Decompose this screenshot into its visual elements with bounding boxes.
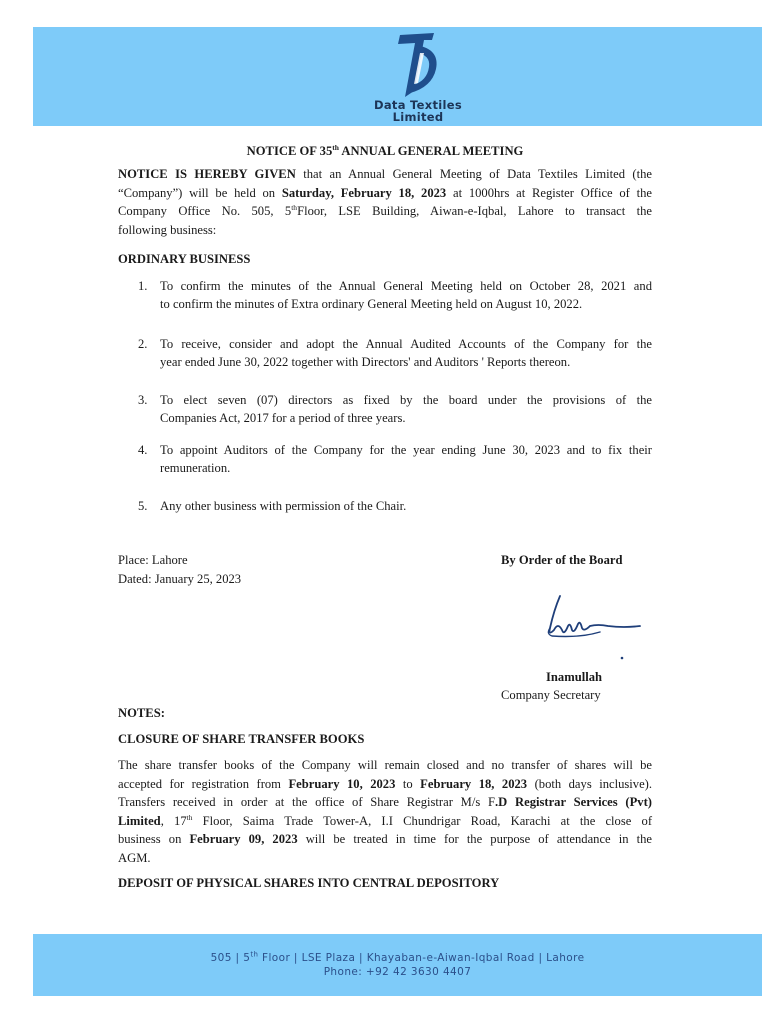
closure-paragraph: The share transfer books of the Company will remain closed and no transfer of shares will be accepted for registration from February 10, 2023 to February 18, 2023 (both days inclusive). Transfers received in order at the office of Share Registrar M/s F.D Registrar Services (Pvt) Limited, 17th Floor, Saima Trade Tower-A, I.I Chundrigar Road, Karachi at the close of business on February 09, 2023 will be treated in time for the purpose of attendance in the AGM. (118, 758, 653, 865)
intro-paragraph: NOTICE IS HEREBY GIVEN that an Annual General Meeting of Data Textiles Limited (the “Company”) will be held on Saturday, February 18, 2023 at 1000hrs at Register Office of the Company Office No. 505, 5thFloor, LSE Building, Aiwan-e-Iqbal, Lahore to transact the following business: (118, 167, 653, 237)
footer-phone: Phone: +92 42 3630 4407 (323, 966, 472, 978)
list-item: 4. To appoint Auditors of the Company for the year ending June 30, 2023 and to fix their remuneration. (138, 443, 652, 475)
list-item: 2. To receive, consider and adopt the Annual Audited Accounts of the Company for the year ended June 30, 2022 together with Directors' and Auditors ' Reports thereon. (138, 337, 652, 369)
notes-heading: NOTES: (118, 706, 165, 720)
closure-heading: CLOSURE OF SHARE TRANSFER BOOKS (118, 732, 365, 746)
company-name-line2: Limited (392, 110, 444, 124)
company-logo (368, 31, 468, 126)
dt-logo-mark-icon (394, 31, 442, 99)
dated: Dated: January 25, 2023 (118, 572, 242, 586)
list-item: 5. Any other business with permission of the Chair. (138, 499, 407, 513)
signatory-title: Company Secretary (501, 688, 601, 702)
company-name-line1: Data Textiles (373, 98, 463, 112)
place: Place: Lahore (118, 553, 188, 567)
page-title: NOTICE OF 35th ANNUAL GENERAL MEETING (246, 142, 524, 158)
signature (540, 590, 650, 662)
ordinary-business-heading: ORDINARY BUSINESS (118, 252, 251, 266)
list-item: 3. To elect seven (07) directors as fixed by the board under the provisions of the Companies Act, 2017 for a period of three years. (138, 393, 652, 425)
signatory-name: Inamullah (546, 670, 602, 684)
footer-banner (33, 934, 762, 996)
list-item: 1. To confirm the minutes of the Annual General Meeting held on October 28, 2021 and to confirm the minutes of Extra ordinary General Meeting held on August 10, 2022. (138, 279, 652, 311)
by-order-of-board: By Order of the Board (501, 553, 623, 567)
letterhead-banner (33, 27, 762, 126)
footer-address: 505 | 5th Floor | LSE Plaza | Khayaban-e-Aiwan-Iqbal Road | Lahore (210, 950, 585, 964)
deposit-heading: DEPOSIT OF PHYSICAL SHARES INTO CENTRAL DEPOSITORY (118, 876, 500, 890)
